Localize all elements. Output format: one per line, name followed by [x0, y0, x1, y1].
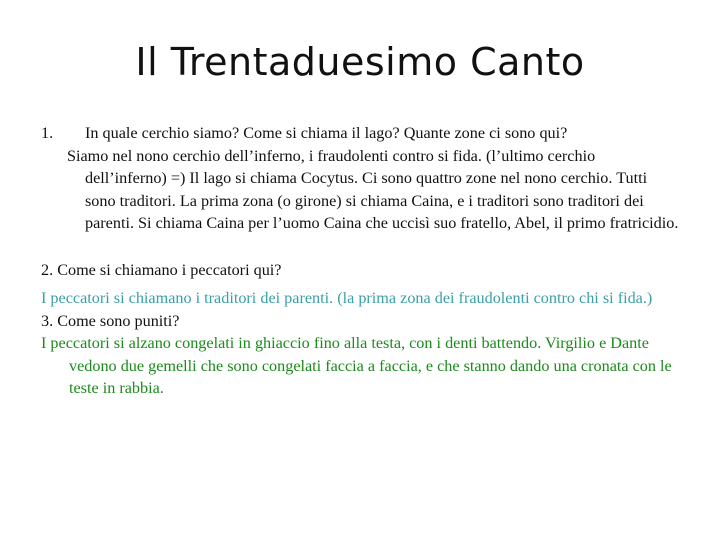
answer-3: I peccatori si alzano congelati in ghiaccio fino alla testa, con i denti battendo. Virgilio e Dante vedono due gemelli che sono congelati faccia a faccia, e che stanno dando una cronata con le teste in rabbia. — [41, 334, 672, 397]
question-1-text: In quale cerchio siamo? Come si chiama il lago? Quante zone ci sono qui? — [85, 124, 568, 142]
slide-body — [41, 122, 681, 400]
answer-1: Siamo nel nono cerchio dell’inferno, i fraudolenti contro si fida. (l’ultimo cerchio dell’inferno) =) Il lago si chiama Cocytus. Ci sono quattro zone nel nono cerchio. Tutti sono traditori. La prima zona (o girone) si chiama Caina, e i traditori sono traditori dei parenti. Si chiama Caina per l’uomo Caina che uccisì suo fratello, Abel, il primo fratricidio. — [67, 146, 679, 232]
question-3: 3. Come sono puniti? — [41, 311, 180, 330]
answer-2: I peccatori si chiamano i traditori dei parenti. (la prima zona dei fraudolenti contro chi si fida.) — [41, 289, 653, 307]
spacer — [41, 235, 681, 259]
question-1 — [41, 122, 681, 145]
question-2: 2. Come si chiamano i peccatori qui? — [41, 260, 282, 279]
question-1-number: 1. — [41, 124, 54, 142]
slide-title: Il Trentaduesimo Canto — [135, 40, 585, 84]
